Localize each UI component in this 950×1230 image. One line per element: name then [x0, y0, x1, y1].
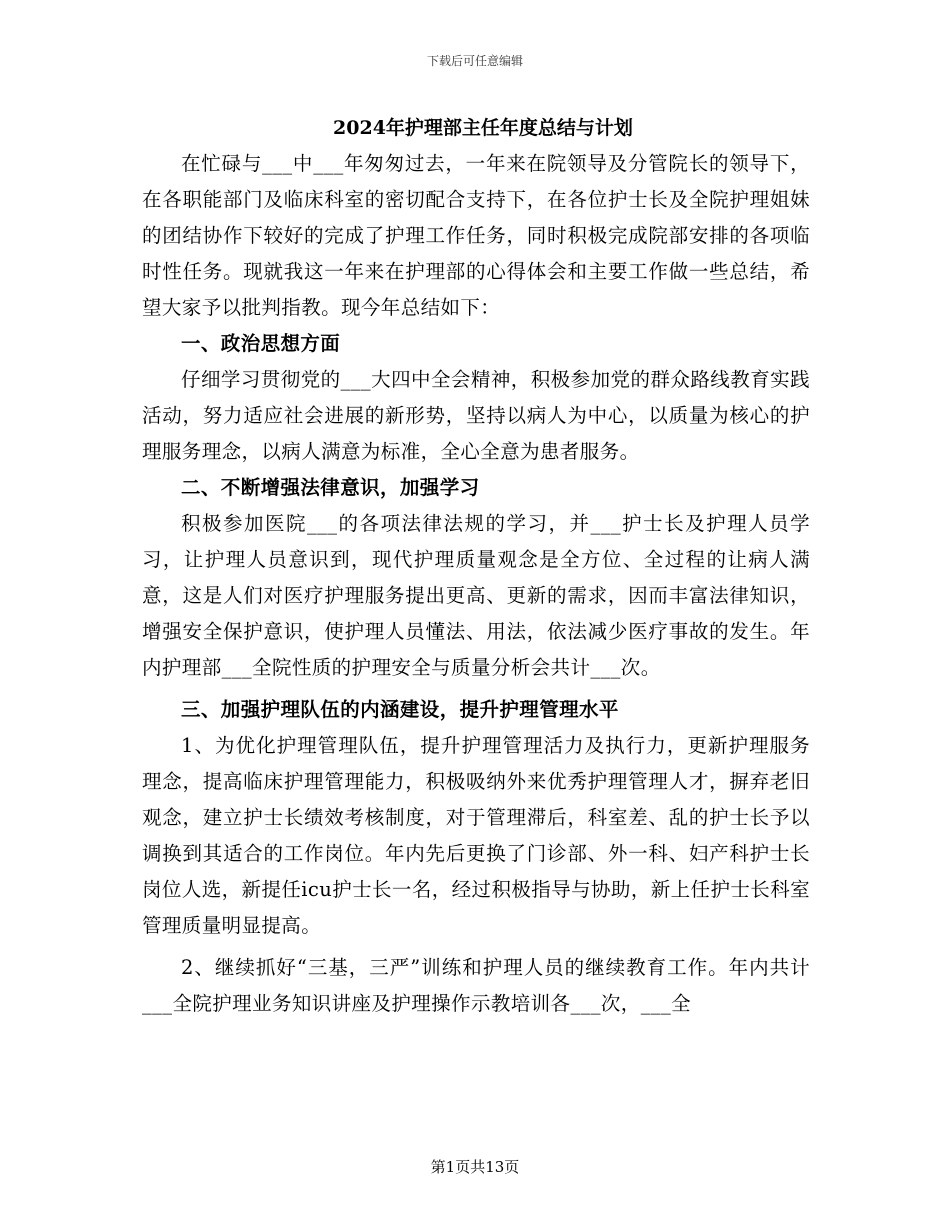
section-paragraph: 2、继续抓好“三基，三严”训练和护理人员的继续教育工作。年内共计___全院护理业务知识讲座及护理操作示教培训各___次，___全 — [142, 956, 810, 1015]
header-note: 下载后可任意编辑 — [426, 54, 523, 68]
page-number: 第1页共13页 — [430, 1158, 520, 1176]
section-heading-politics: 一、政治思想方面 — [181, 332, 341, 355]
document-title: 2024年护理部主任年度总结与计划 — [333, 117, 633, 139]
document-body — [142, 112, 810, 1022]
intro-paragraph: 在忙碌与___中___年匆匆过去，一年来在院领导及分管院长的领导下，在各职能部门及临床科室的密切配合支持下，在各位护士长及全院护理姐妹的团结协作下较好的完成了护理工作任务，同时积极完成院部安排的各项临时性任务。现就我这一年来在护理部的心得体会和主要工作做一些总结，希望大家予以批判指教。现今年总结如下： — [142, 152, 810, 319]
section-heading-law: 二、不断增强法律意识，加强学习 — [181, 476, 480, 499]
section-paragraph: 积极参加医院___的各项法律法规的学习，并___护士长及护理人员学习，让护理人员意识到，现代护理质量观念是全方位、全过程的让病人满意，这是人们对医疗护理服务提出更高、更新的需求，因而丰富法律知识，增强安全保护意识，使护理人员懂法、用法，依法减少医疗事故的发生。年内护理部___全院性质的护理安全与质量分析会共计___次。 — [142, 512, 810, 679]
section-heading-team: 三、加强护理队伍的内涵建设，提升护理管理水平 — [181, 698, 619, 721]
section-paragraph: 仔细学习贯彻党的___大四中全会精神，积极参加党的群众路线教育实践活动，努力适应社会进展的新形势，坚持以病人为中心，以质量为核心的护理服务理念，以病人满意为标准，全心全意为患者服务。 — [142, 368, 810, 463]
section-paragraph: 1、为优化护理管理队伍，提升护理管理活力及执行力，更新护理服务理念，提高临床护理管理能力，积极吸纳外来优秀护理管理人才，摒弃老旧观念，建立护士长绩效考核制度，对于管理滞后，科室差、乱的护士长予以调换到其适合的工作岗位。年内先后更换了门诊部、外一科、妇产科护士长岗位人选，新提任icu护士长一名，经过积极指导与协助，新上任护士长科室管理质量明显提高。 — [142, 734, 810, 937]
